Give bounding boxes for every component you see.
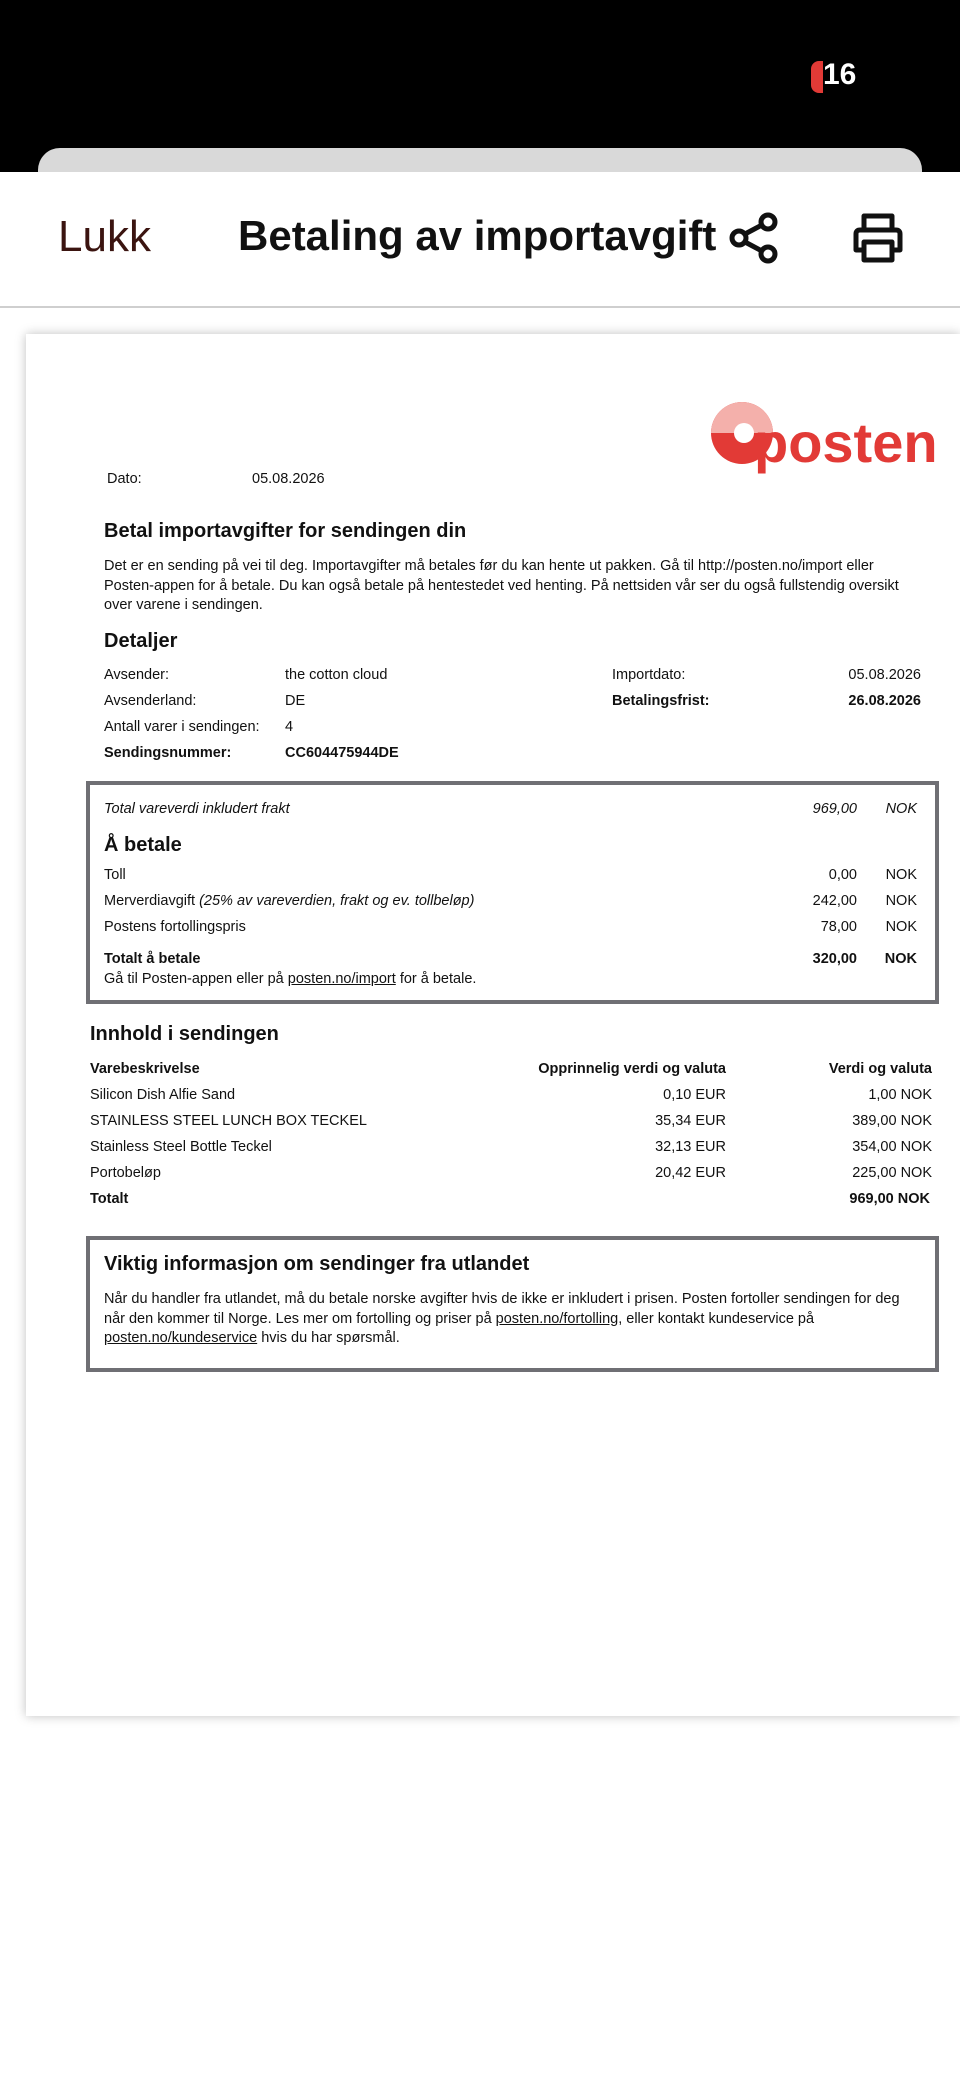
row-original-value: 0,10 EUR	[663, 1087, 726, 1103]
duty-currency: NOK	[885, 867, 917, 883]
row-description: Portobeløp	[90, 1165, 161, 1181]
clearance-fee-currency: NOK	[885, 919, 917, 935]
info-heading: Viktig informasjon om sendinger fra utlandet	[104, 1253, 530, 1275]
share-icon[interactable]	[728, 212, 780, 264]
row-value: 225,00 NOK	[852, 1165, 932, 1181]
import-date-value: 05.08.2026	[848, 667, 921, 683]
pay-instruction: Gå til Posten-appen eller på posten.no/import for å betale.	[104, 971, 477, 987]
row-description: STAINLESS STEEL LUNCH BOX TECKEL	[90, 1113, 367, 1129]
total-to-pay-amount: 320,00	[812, 951, 857, 967]
fortolling-link[interactable]: posten.no/fortolling	[495, 1310, 619, 1327]
battery-level: 16	[823, 58, 857, 91]
clearance-fee-label: Postens fortollingspris	[104, 919, 246, 935]
date-label: Dato:	[107, 471, 142, 487]
intro-heading: Betal importavgifter for sendingen din	[104, 520, 467, 542]
row-original-value: 35,34 EUR	[655, 1113, 726, 1129]
duty-amount: 0,00	[828, 867, 857, 883]
tracking-label: Sendingsnummer:	[104, 745, 232, 761]
duty-label: Toll	[104, 867, 126, 883]
import-date-label: Importdato:	[612, 667, 686, 683]
deadline-label: Betalingsfrist:	[612, 693, 710, 709]
contents-heading: Innhold i sendingen	[90, 1023, 279, 1045]
intro-text: Det er en sending på vei til deg. Importavgifter må betales før du kan hente ut pakken. Gå til http://posten.no/import eller Posten-appen for å betale. Du kan også betale på hentestedet ved henting. På nettsiden vår ser du også fullstendig oversikt over varene i sendingen.	[104, 558, 899, 613]
total-to-pay-currency: NOK	[884, 951, 917, 967]
column-value: Verdi og valuta	[828, 1061, 932, 1077]
total-to-pay-label: Totalt å betale	[104, 951, 201, 967]
item-count-value: 4	[285, 719, 294, 735]
total-value-amount: 969,00	[812, 801, 857, 817]
svg-text:posten: posten	[754, 411, 938, 474]
row-description: Silicon Dish Alfie Sand	[90, 1087, 236, 1103]
payment-heading: Å betale	[104, 834, 182, 856]
date-value: 05.08.2026	[252, 471, 325, 487]
total-value-currency: NOK	[885, 801, 917, 817]
clearance-fee-amount: 78,00	[820, 919, 857, 935]
vat-amount: 242,00	[812, 893, 857, 909]
tracking-value: CC604475944DE	[285, 745, 399, 761]
vat-currency: NOK	[885, 893, 917, 909]
details-heading: Detaljer	[104, 630, 178, 652]
posten-logo	[694, 400, 938, 474]
sender-label: Avsender:	[104, 667, 170, 683]
row-original-value: 20,42 EUR	[655, 1165, 726, 1181]
deadline-value: 26.08.2026	[848, 693, 921, 709]
close-button[interactable]: Lukk	[58, 212, 151, 261]
country-label: Avsenderland:	[104, 693, 197, 709]
total-value-label: Total vareverdi inkludert frakt	[104, 801, 290, 817]
info-text: Når du handler fra utlandet, må du betale norske avgifter hvis de ikke er inkludert i prisen. Posten fortoller sendingen for deg når den kommer til Norge. Les mer om fortolling og priser på posten.no/fortolling, eller kontakt kundeservice på posten.no/kundeservice hvis du har spørsmål.	[104, 1291, 900, 1346]
row-description: Stainless Steel Bottle Teckel	[90, 1139, 272, 1155]
vat-note: (25% av vareverdien, frakt og ev. tollbeløp)	[199, 893, 475, 909]
contents-total-label: Totalt	[90, 1191, 129, 1207]
sender-value: the cotton cloud	[285, 667, 388, 683]
contents-total-value: 969,00 NOK	[849, 1191, 930, 1207]
print-icon[interactable]	[850, 210, 906, 266]
row-value: 1,00 NOK	[868, 1087, 932, 1103]
status-bar	[0, 0, 960, 172]
import-link[interactable]: posten.no/import	[287, 971, 396, 987]
kundeservice-link[interactable]: posten.no/kundeservice	[104, 1330, 258, 1346]
vat-label: Merverdiavgift (25% av vareverdien, frakt og ev. tollbeløp)	[104, 893, 475, 909]
column-description: Varebeskrivelse	[90, 1061, 200, 1077]
battery-icon	[811, 61, 823, 93]
country-value: DE	[285, 693, 306, 709]
column-original-value: Opprinnelig verdi og valuta	[538, 1061, 726, 1077]
row-original-value: 32,13 EUR	[655, 1139, 726, 1155]
row-value: 354,00 NOK	[852, 1139, 932, 1155]
page-title: Betaling av importavgift	[238, 212, 717, 259]
item-count-label: Antall varer i sendingen:	[104, 719, 260, 735]
row-value: 389,00 NOK	[852, 1113, 932, 1129]
